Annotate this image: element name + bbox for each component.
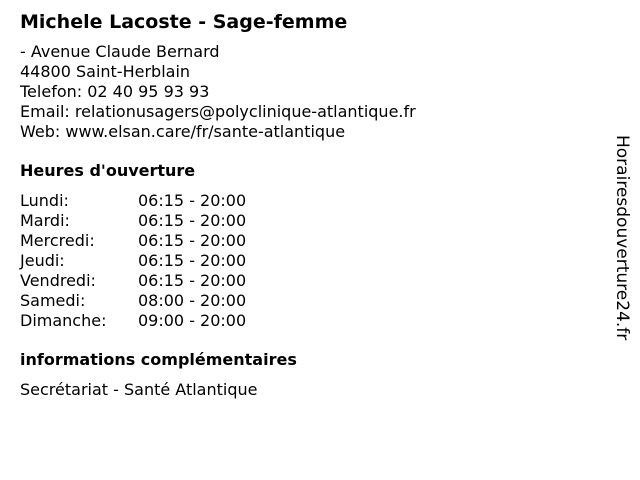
address-city: 44800 Saint-Herblain [20,62,191,81]
hours-row-monday [20,191,600,211]
address-street: - Avenue Claude Bernard [20,42,220,61]
hours-day: Vendredi: [20,271,96,290]
business-name: Michele Lacoste - Sage-femme [20,11,348,33]
business-card [20,8,600,400]
info-text: Secrétariat - Santé Atlantique [20,380,258,399]
email-line: Email: relationusagers@polyclinique-atlantique.fr [20,102,416,121]
info-heading: informations complémentaires [20,350,297,369]
hours-row-saturday [20,291,600,311]
hours-time: 09:00 - 20:00 [138,311,247,330]
hours-time: 06:15 - 20:00 [138,191,247,210]
hours-time: 06:15 - 20:00 [138,231,247,250]
hours-day: Dimanche: [20,311,107,330]
hours-row-tuesday [20,211,600,231]
contact-block [20,42,600,142]
hours-row-thursday [20,251,600,271]
hours-heading: Heures d'ouverture [20,161,196,180]
hours-row-friday [20,271,600,291]
hours-time: 06:15 - 20:00 [138,211,247,230]
hours-time: 06:15 - 20:00 [138,271,247,290]
site-watermark: Horairesdouverture24.fr [612,135,632,341]
hours-day: Jeudi: [20,251,65,270]
hours-day: Lundi: [20,191,69,210]
hours-table [20,191,600,331]
hours-day: Samedi: [20,291,86,310]
hours-time: 08:00 - 20:00 [138,291,247,310]
hours-day: Mardi: [20,211,70,230]
hours-time: 06:15 - 20:00 [138,251,247,270]
hours-day: Mercredi: [20,231,95,250]
web-line: Web: www.elsan.care/fr/sante-atlantique [20,122,346,141]
phone-line: Telefon: 02 40 95 93 93 [20,82,210,101]
hours-row-wednesday [20,231,600,251]
hours-row-sunday [20,311,600,331]
